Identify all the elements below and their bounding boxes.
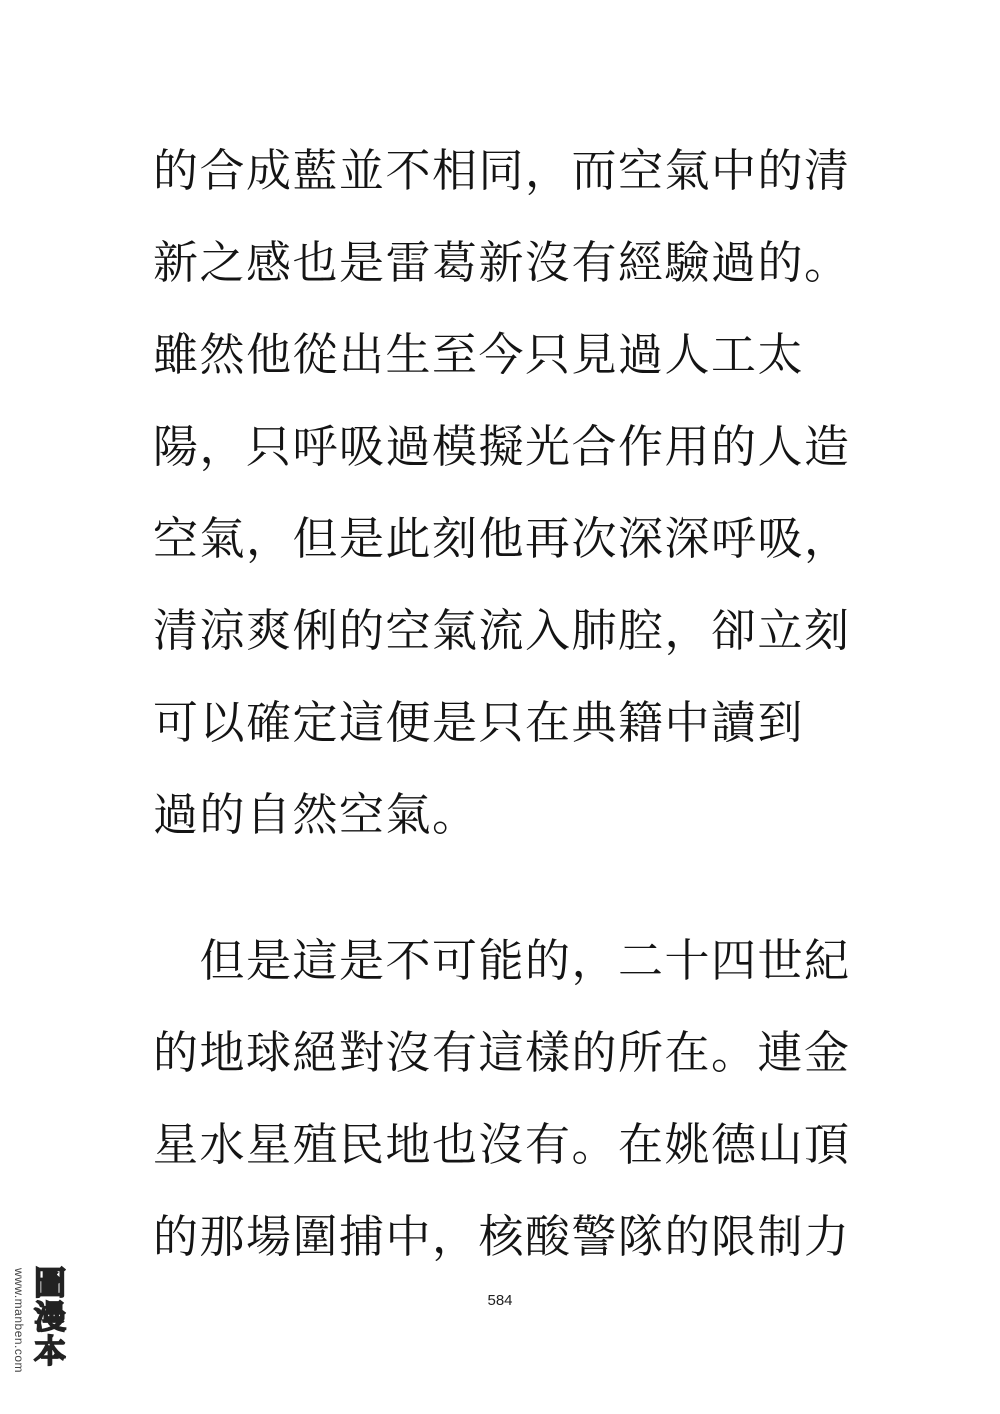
text-line: 的地球絕對沒有這樣的所在。連金 <box>153 1026 851 1079</box>
text-line: 的合成藍並不相同，而空氣中的清 <box>153 144 851 197</box>
text-line: 的那場圍捕中，核酸警隊的限制力 <box>153 1210 851 1263</box>
page-number: 584 <box>487 1292 513 1309</box>
text-line: 新之感也是雷葛新沒有經驗過的。 <box>153 236 851 289</box>
text-line: 清涼爽俐的空氣流入肺腔，卻立刻 <box>153 604 851 657</box>
watermark-logo: 圖漫本 <box>29 1266 67 1368</box>
text-line: 過的自然空氣。 <box>153 788 479 841</box>
watermark-url: www.manben.com <box>12 1268 26 1374</box>
text-line: 星水星殖民地也沒有。在姚德山頂 <box>153 1118 851 1171</box>
text-line: 雖然他從出生至今只見過人工太 <box>153 328 805 381</box>
paragraph-2 <box>153 915 873 1283</box>
text-line: 但是這是不可能的，二十四世紀 <box>153 934 851 987</box>
text-line: 空氣，但是此刻他再次深深呼吸， <box>153 512 851 565</box>
text-line: 陽，只呼吸過模擬光合作用的人造 <box>153 420 851 473</box>
paragraph-1 <box>153 125 873 861</box>
text-line: 可以確定這便是只在典籍中讀到 <box>153 696 805 749</box>
